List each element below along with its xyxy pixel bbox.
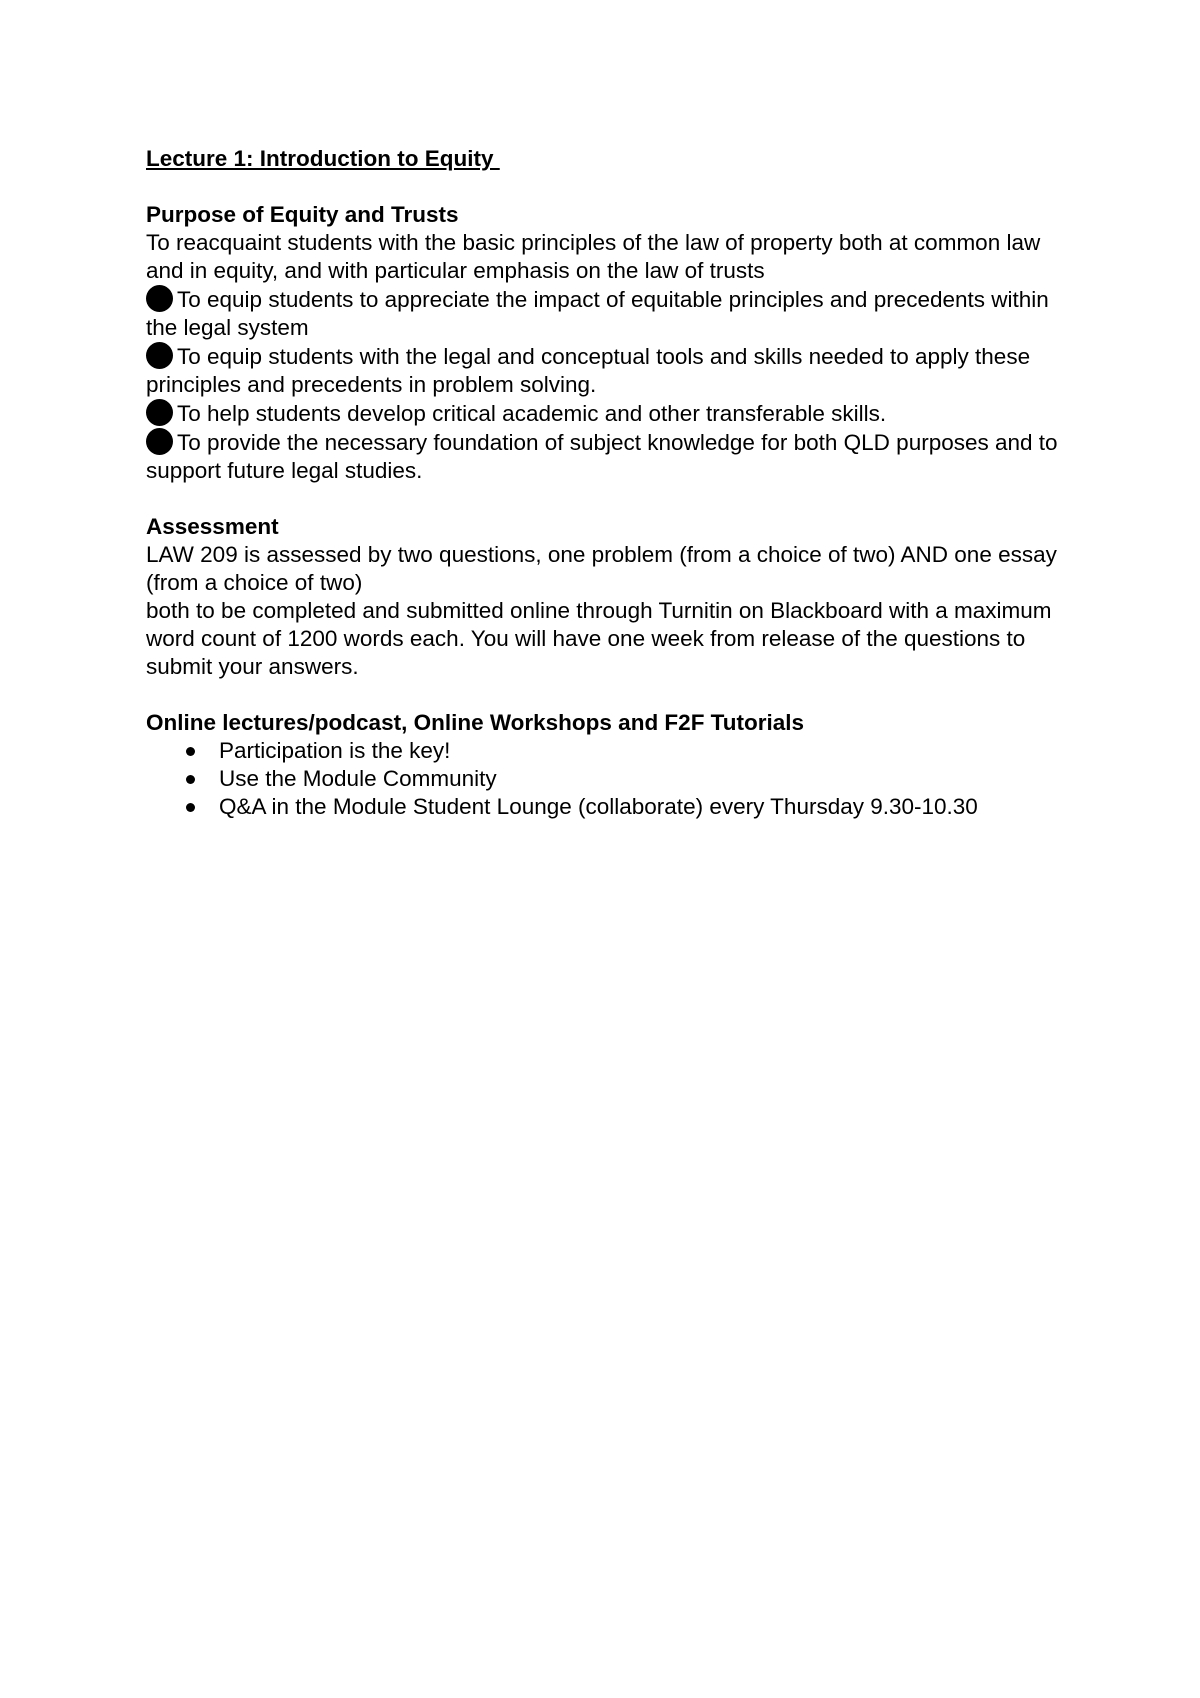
purpose-point-text: To provide the necessary foundation of subject knowledge for both QLD purposes and to support future legal studies.	[146, 430, 1058, 483]
purpose-intro: To reacquaint students with the basic principles of the law of property both at common law and in equity, and with particular emphasis on the law of trusts	[146, 230, 1041, 283]
purpose-point	[146, 428, 1076, 485]
list-item-text: Participation is the key!	[219, 738, 451, 763]
list-item	[146, 737, 1076, 765]
bullet-dot-icon	[186, 803, 195, 812]
assessment-paragraph: both to be completed and submitted online through Turnitin on Blackboard with a maximum word count of 1200 words each. You will have one week from release of the questions to submit your answers.	[146, 598, 1052, 679]
online-section	[146, 709, 1076, 821]
list-item	[146, 765, 1076, 793]
purpose-point	[146, 399, 1076, 428]
bullet-dot-icon	[146, 285, 173, 312]
purpose-heading: Purpose of Equity and Trusts	[146, 202, 459, 227]
list-item	[146, 793, 1076, 821]
online-list	[146, 737, 1076, 821]
assessment-heading: Assessment	[146, 514, 279, 539]
document-title: Lecture 1: Introduction to Equity	[146, 146, 500, 171]
purpose-point-text: To equip students to appreciate the impact of equitable principles and precedents within the legal system	[146, 287, 1049, 340]
section-spacer	[146, 681, 1076, 709]
list-item-text: Q&A in the Module Student Lounge (collaborate) every Thursday 9.30-10.30	[219, 794, 978, 819]
purpose-section	[146, 201, 1076, 485]
purpose-point	[146, 285, 1076, 342]
bullet-dot-icon	[146, 342, 173, 369]
online-heading: Online lectures/podcast, Online Workshops and F2F Tutorials	[146, 710, 805, 735]
list-item-text: Use the Module Community	[219, 766, 497, 791]
document-page	[146, 145, 1076, 821]
section-spacer	[146, 485, 1076, 513]
bullet-dot-icon	[146, 399, 173, 426]
bullet-dot-icon	[186, 775, 195, 784]
purpose-point-text: To help students develop critical academic and other transferable skills.	[177, 401, 887, 426]
assessment-section	[146, 513, 1076, 681]
purpose-point-text: To equip students with the legal and conceptual tools and skills needed to apply these principles and precedents in problem solving.	[146, 344, 1031, 397]
purpose-point	[146, 342, 1076, 399]
bullet-dot-icon	[146, 428, 173, 455]
assessment-paragraph: LAW 209 is assessed by two questions, one problem (from a choice of two) AND one essay (from a choice of two)	[146, 542, 1057, 595]
bullet-dot-icon	[186, 747, 195, 756]
